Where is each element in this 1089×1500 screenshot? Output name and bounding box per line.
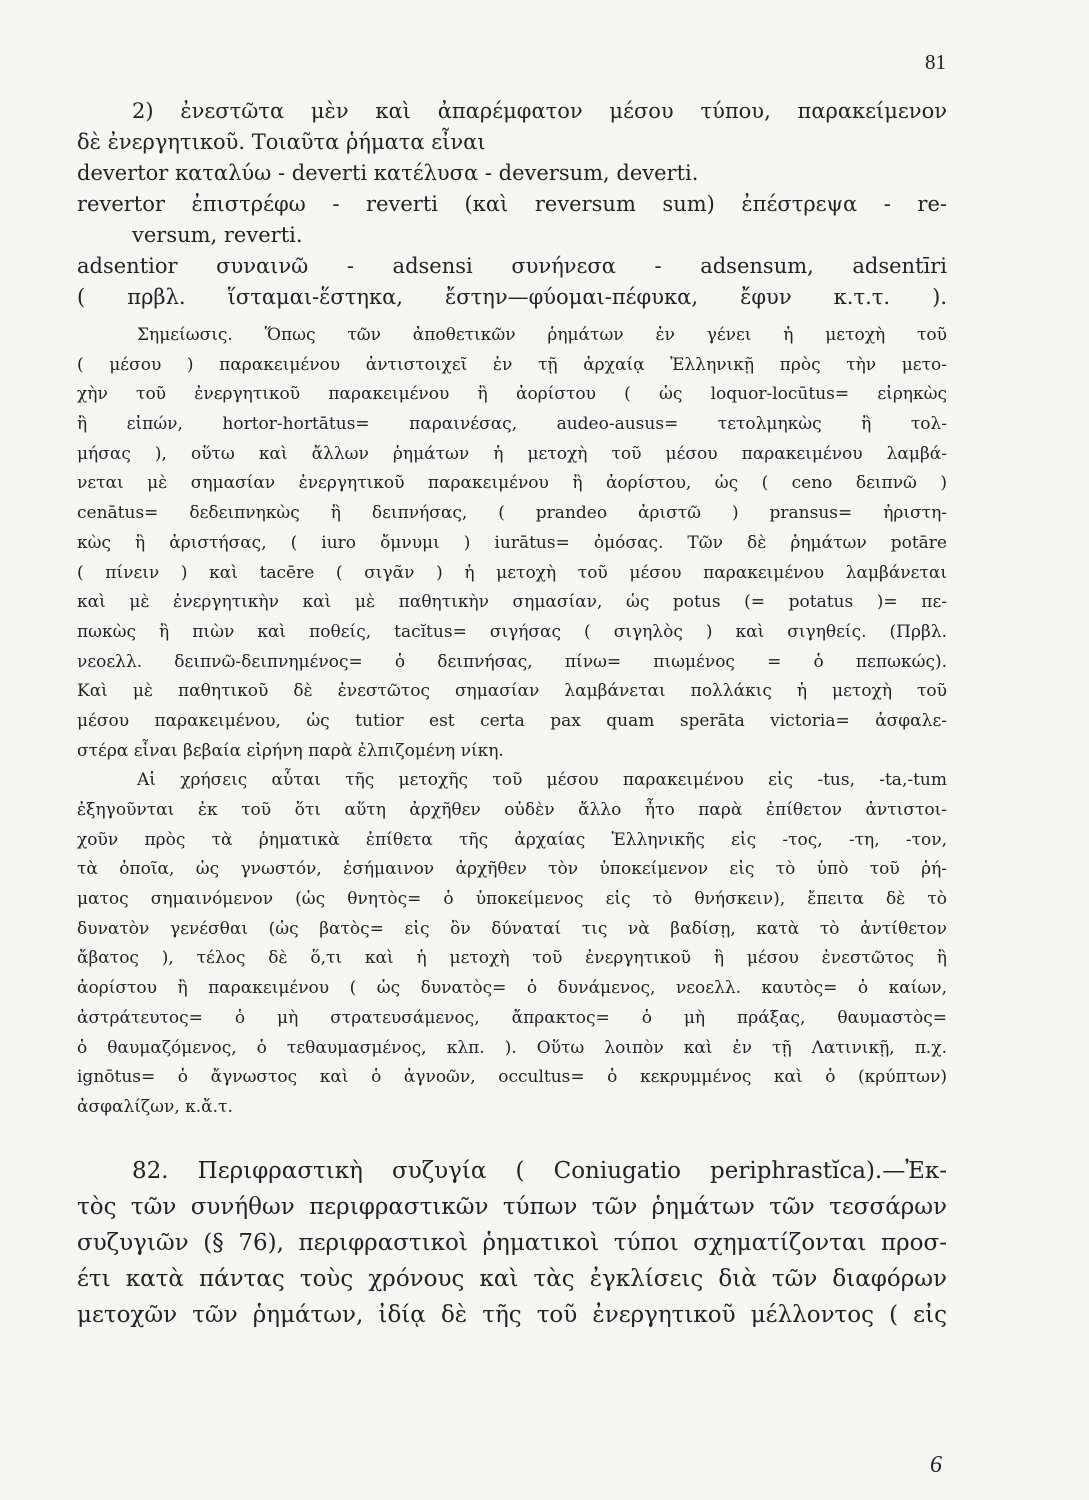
note-line: ignōtus= ὁ ἄγνωστος καὶ ὁ ἀγνοῶν, occultus= ὁ κεκρυμμένος καὶ ὁ (κρύπτων) [77, 1067, 947, 1088]
note-line: τὰ ὁποῖα, ὡς γνωστόν, ἐσήμαινον ἀρχῆθεν τὸν ὑποκείμενον εἰς τὸ ὑπὸ τοῦ ῥή- [77, 859, 947, 880]
text-line: devertor καταλύω - deverti κατέλυσα - deversum, deverti. [77, 161, 699, 185]
text-line: συζυγιῶν (§ 76), περιφραστικοὶ ῥηματικοὶ τύποι σχηματίζονται προσ- [77, 1229, 947, 1256]
note-line: πωκὼς ἢ πιὼν καὶ ποθείς, tacĭtus= σιγήσας ( σιγηλὸς ) καὶ σιγηθείς. (Πρβλ. [77, 621, 947, 642]
page-text [77, 96, 947, 1333]
text-line: τὸς τῶν συνήθων περιφραστικῶν τύπων τῶν ῥημάτων τῶν τεσσάρων [77, 1193, 947, 1220]
text-line: μετοχῶν τῶν ῥημάτων, ἰδίᾳ δὲ τῆς τοῦ ἐνεργητικοῦ μέλλοντος ( εἰς [77, 1301, 947, 1328]
note-line: Καὶ μὲ παθητικοῦ δὲ ἐνεστῶτος σημασίαν λαμβάνεται πολλάκις ἡ μετοχὴ τοῦ [77, 681, 947, 702]
note-line: νεται μὲ σημασίαν ἐνεργητικοῦ παρακειμένου ἢ ἀορίστου, ὡς ( ceno δειπνῶ ) [77, 473, 947, 494]
note-line: ( μέσου ) παρακειμένου ἀντιστοιχεῖ ἐν τῇ ἀρχαίᾳ Ἑλληνικῇ πρὸς τὴν μετο- [77, 354, 947, 375]
note-line: ὁ θαυμαζόμενος, ὁ τεθαυμασμένος, κλπ. ). Οὕτω λοιπὸν καὶ ἐν τῇ Λατινικῇ, π.χ. [77, 1037, 947, 1058]
note-line: ἀορίστου ἢ παρακειμένου ( ὡς δυνατὸς= ὁ δυνάμενος, νεοελλ. καυτὸς= ὁ καίων, [77, 978, 947, 999]
note-line: Σημείωσις. Ὅπως τῶν ἀποθετικῶν ῥημάτων ἐν γένει ἡ μετοχὴ τοῦ [137, 325, 947, 345]
text-line: 2) ἐνεστῶτα μὲν καὶ ἀπαρέμφατον μέσου τύπου, παρακείμενον [132, 99, 947, 123]
signature-mark: 6 [930, 1452, 942, 1478]
note-line: Αἱ χρήσεις αὗται τῆς μετοχῆς τοῦ μέσου παρακειμένου εἰς -tus, -ta,-tum [137, 770, 947, 791]
note-line: χὴν τοῦ ἐνεργητικοῦ παρακειμένου ἢ ἀορίστου ( ὡς loquor-locūtus= εἰρηκὼς [77, 384, 947, 405]
note-paragraph [77, 321, 947, 1123]
note-line: ( πίνειν ) καὶ tacēre ( σιγᾶν ) ἡ μετοχὴ τοῦ μέσου παρακειμένου λαμβάνεται [77, 562, 947, 583]
note-line: ἐξηγοῦνται ἐκ τοῦ ὅτι αὕτη ἀρχῆθεν οὐδὲν ἄλλο ἦτο παρὰ ἐπίθετον ἀντιστοι- [77, 800, 947, 820]
note-line: δυνατὸν γενέσθαι (ὡς βατὸς= εἰς ὃν δύναταί τις νὰ βαδίσῃ, κατὰ τὸ ἀντίθετον [77, 918, 947, 939]
paragraph-deponent-verbs [77, 96, 947, 313]
note-line: ματος σημαινόμενον (ὡς θνητὸς= ὁ ὑποκείμενος εἰς τὸ θνήσκειν), ἔπειτα δὲ τὸ [77, 889, 947, 910]
page-number: 81 [925, 50, 946, 74]
note-line: καὶ μὲ ἐνεργητικὴν καὶ μὲ παθητικὴν σημασίαν, ὡς potus (= potatus )= πε- [77, 592, 947, 613]
note-line: ἀσφαλίζων, κ.ἄ.τ. [77, 1096, 233, 1117]
note-line: ἄβατος ), τέλος δὲ ὅ,τι καὶ ἡ μετοχὴ τοῦ ἐνεργητικοῦ ἢ μέσου ἐνεστῶτος ἢ [77, 948, 947, 969]
text-line: adsentior συναινῶ - adsensi συνήνεσα - adsensum, adsentīri [77, 254, 947, 278]
note-line: στέρα εἶναι βεβαία εἰρήνη παρὰ ἐλπιζομένη νίκη. [77, 740, 504, 761]
note-line: χοῦν πρὸς τὰ ῥηματικὰ ἐπίθετα τῆς ἀρχαίας Ἑλληνικῆς εἰς -τος, -τη, -τον, [77, 829, 947, 850]
note-line: κὼς ἢ ἀριστήσας, ( iuro ὄμνυμι ) iurātus= ὀμόσας. Τῶν δὲ ῥημάτων potāre [77, 532, 947, 553]
note-line: μέσου παρακειμένου, ὡς tutior est certa pax quam sperāta victoria= ἀσφαλε- [77, 710, 947, 731]
note-line: ἀστράτευτος= ὁ μὴ στρατευσάμενος, ἄπρακτος= ὁ μὴ πράξας, θαυμαστὸς= [77, 1007, 947, 1028]
note-line: μήσας ), οὕτω καὶ ἄλλων ῥημάτων ἡ μετοχὴ τοῦ μέσου παρακειμένου λαμβά- [77, 443, 947, 464]
text-line: ( πρβλ. ἵσταμαι-ἕστηκα, ἔστην—φύομαι-πέφυκα, ἔφυν κ.τ.τ. ). [77, 285, 947, 309]
text-line: revertor ἐπιστρέφω - reverti (καὶ reversum sum) ἐπέστρεψα - re- [77, 192, 947, 216]
section-heading-line: 82. Περιφραστικὴ συζυγία ( Coniugatio periphrastĭca).—Ἐκ- [132, 1157, 947, 1184]
text-line: versum, reverti. [132, 223, 303, 247]
note-line: νεοελλ. δειπνῶ-δειπνημένος= ὁ δειπνήσας, πίνω= πιωμένος = ὁ πεπωκώς). [77, 651, 947, 672]
section-82 [77, 1153, 947, 1333]
text-line: έτι κατὰ πάντας τοὺς χρόνους καὶ τὰς ἐγκλίσεις διὰ τῶν διαφόρων [77, 1265, 947, 1292]
text-line: δὲ ἐνεργητικοῦ. Τοιαῦτα ῥήματα εἶναι [77, 130, 486, 154]
note-line: ἢ εἰπών, hortor-hortātus= παραινέσας, audeo-ausus= τετολμηκὼς ἢ τολ- [77, 414, 947, 435]
note-line: cenātus= δεδειπνηκὼς ἢ δειπνήσας, ( prandeo ἀριστῶ ) pransus= ἠριστη- [77, 503, 947, 524]
